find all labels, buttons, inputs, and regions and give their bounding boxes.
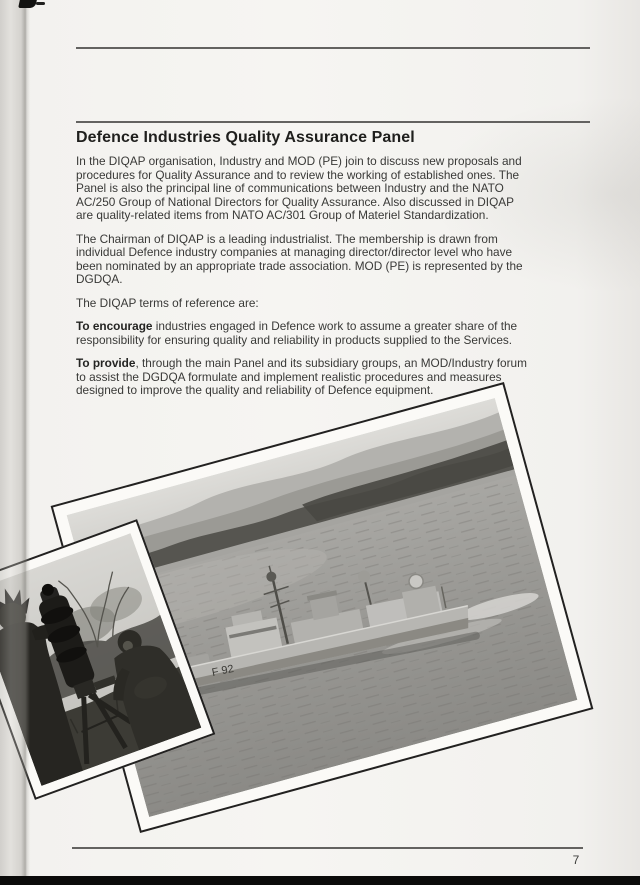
header-rule (76, 121, 590, 123)
paragraph-text: The DIQAP terms of reference are: (76, 295, 259, 310)
paragraph-lead: To encourage (76, 319, 153, 333)
ship-hull-number: F 92 (210, 662, 235, 680)
paragraph (76, 233, 528, 287)
paragraph (76, 155, 528, 223)
page-number: 7 (572, 853, 580, 867)
scan-artifact-mark (36, 2, 45, 5)
article-heading: Defence Industries Quality Assurance Panel (76, 129, 415, 146)
paragraph-lead: To provide (76, 356, 136, 370)
paragraph (76, 320, 528, 347)
page-binding-shadow (0, 0, 30, 876)
article-body (76, 129, 528, 408)
scan-edge-band (0, 876, 640, 885)
paragraph-text: In the DIQAP organisation, Industry and MOD (PE) join to discuss new proposals and procedures for Quality Assurance and to review the working of established ones. The Panel is also the principal line of communications between Industry and the NATO AC/250 Group of National Directors for Quality Assurance. Also discussed in DIQAP are quality-related items from NATO AC/301 Group of Materiel Standardization. (76, 154, 522, 222)
paragraph (76, 357, 528, 398)
scan-artifact-mark (18, 0, 37, 8)
paragraph (76, 297, 528, 311)
top-rule (76, 47, 590, 49)
paragraph-text: , through the main Panel and its subsidiary groups, an MOD/Industry forum to assist the DGDQA formulate and implement realistic procedures and measures designed to improve the quality and reliability of Defence equipment. (76, 356, 527, 397)
paragraph-text: The Chairman of DIQAP is a leading industrialist. The membership is drawn from individual Defence industry companies at managing director/director level who have been nominated by an appropriate trade association. MOD (PE) is represented by the DGDQA. (76, 231, 523, 286)
footer-rule (72, 847, 583, 849)
paragraph-text: industries engaged in Defence work to assume a greater share of the responsibility for ensuring quality and reliability in products supplied to the Services. (76, 319, 518, 347)
